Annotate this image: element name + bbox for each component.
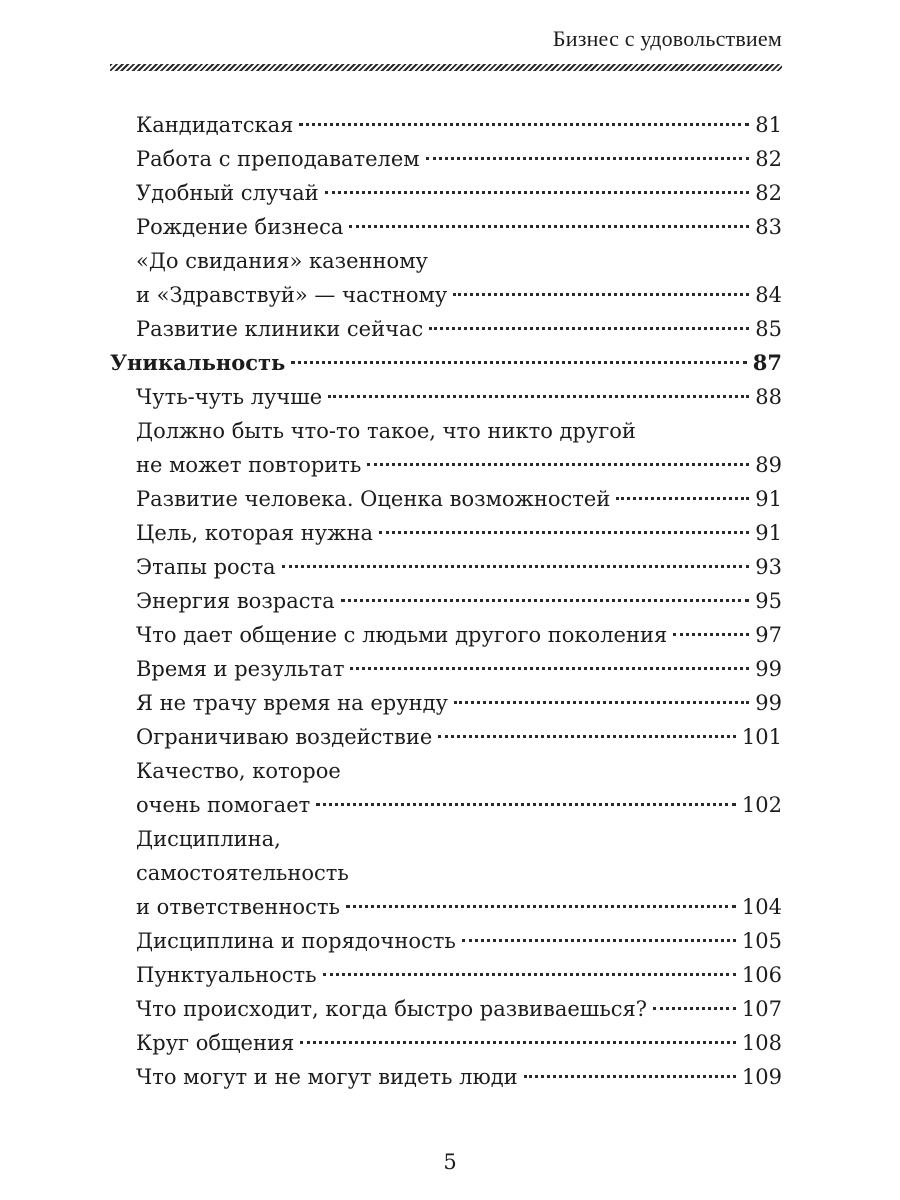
dot-leader xyxy=(429,327,749,330)
toc-entry-title: Развитие человека. Оценка возможностей xyxy=(136,487,611,511)
toc-entry xyxy=(110,754,782,822)
toc-entry-title: Рождение бизнеса xyxy=(136,215,344,239)
toc-entry xyxy=(110,992,782,1026)
dot-leader xyxy=(438,735,736,738)
toc-entry-line xyxy=(136,108,782,142)
toc-page-number: 99 xyxy=(755,691,782,715)
dot-leader xyxy=(349,225,749,228)
toc-entry xyxy=(110,1026,782,1060)
toc-page-number: 107 xyxy=(741,997,782,1021)
toc-page-number: 95 xyxy=(755,589,782,613)
toc-entry-title: не может повторить xyxy=(136,453,362,477)
toc-entry-title-line: «До свидания» казенному xyxy=(136,249,428,273)
toc-page-number: 85 xyxy=(755,317,782,341)
toc-entry-title: и «Здравствуй» — частному xyxy=(136,283,448,307)
dot-leader xyxy=(350,667,749,670)
dot-leader xyxy=(462,939,736,942)
toc-entry-title: Энергия возраста xyxy=(136,589,335,613)
toc-page-number: 97 xyxy=(755,623,782,647)
toc-entry xyxy=(110,1060,782,1094)
toc-entry-line xyxy=(136,482,782,516)
toc-entry xyxy=(110,142,782,176)
toc-entry xyxy=(110,924,782,958)
toc-page-number: 99 xyxy=(755,657,782,681)
toc-entry xyxy=(110,108,782,142)
toc-entry xyxy=(110,176,782,210)
dot-leader xyxy=(367,463,749,466)
toc-page-number: 101 xyxy=(741,725,782,749)
dot-leader xyxy=(300,1041,736,1044)
toc-entry-title-line: самостоятельность xyxy=(136,861,349,885)
toc-entry-line xyxy=(136,618,782,652)
dot-leader xyxy=(673,633,749,636)
toc-entry-line xyxy=(110,346,782,380)
toc-entry xyxy=(110,312,782,346)
toc-entry xyxy=(110,652,782,686)
toc-entry-title: очень помогает xyxy=(136,793,311,817)
toc-entry-line xyxy=(136,720,782,754)
toc-entry-line xyxy=(136,448,782,482)
toc-entry-title: Я не трачу время на ерунду xyxy=(136,691,448,715)
toc-entry-title: Дисциплина и порядочность xyxy=(136,929,456,953)
toc-entry-title: Круг общения xyxy=(136,1031,295,1055)
toc-chapter xyxy=(110,346,782,380)
toc-entry-title: Чуть-чуть лучше xyxy=(136,385,323,409)
toc-entry-title: Кандидатская xyxy=(136,113,294,137)
toc-entry-title: Что происходит, когда быстро развиваешься? xyxy=(136,997,648,1021)
toc-page-number: 82 xyxy=(755,181,782,205)
toc-entry-line xyxy=(136,584,782,618)
dot-leader xyxy=(379,531,749,534)
toc-entry-title: Работа с преподавателем xyxy=(136,147,420,171)
toc-page-number: 89 xyxy=(755,453,782,477)
toc-entry-line xyxy=(136,924,782,958)
toc-page-number: 102 xyxy=(741,793,782,817)
toc-page-number: 87 xyxy=(752,350,782,375)
toc-page-number: 106 xyxy=(741,963,782,987)
toc-entry-title: Развитие клиники сейчас xyxy=(136,317,424,341)
toc-entry xyxy=(110,550,782,584)
toc-page-number: 109 xyxy=(741,1065,782,1089)
toc-entry xyxy=(110,686,782,720)
toc-entry xyxy=(110,822,782,924)
dot-leader xyxy=(616,497,749,500)
page-number: 5 xyxy=(443,1150,457,1174)
dot-leader xyxy=(453,293,749,296)
toc-entry-line xyxy=(136,1026,782,1060)
dot-leader xyxy=(299,123,749,126)
toc-entry-title-line: Должно быть что-то такое, что никто другой xyxy=(136,419,636,443)
running-header: Бизнес с удовольствием xyxy=(552,26,782,51)
toc-page-number: 91 xyxy=(755,521,782,545)
toc-entry-title: Что дает общение с людьми другого поколения xyxy=(136,623,668,647)
toc-page-number: 81 xyxy=(755,113,782,137)
dot-leader xyxy=(653,1007,736,1010)
toc-entry xyxy=(110,720,782,754)
toc-entry-title: Цель, которая нужна xyxy=(136,521,373,545)
toc-page-number: 93 xyxy=(755,555,782,579)
dot-leader xyxy=(426,157,750,160)
dot-leader xyxy=(524,1075,736,1078)
toc-entry-title-line: Качество, которое xyxy=(136,759,341,783)
toc-entry-title: Пунктуальность xyxy=(136,963,317,987)
dot-leader xyxy=(454,701,749,704)
toc-entry-line xyxy=(136,992,782,1026)
toc-page-number: 104 xyxy=(741,895,782,919)
toc-page-number: 91 xyxy=(755,487,782,511)
toc-entry-line xyxy=(136,278,782,312)
toc-entry-line xyxy=(136,652,782,686)
toc-page-number: 108 xyxy=(741,1031,782,1055)
toc-entry xyxy=(110,380,782,414)
toc-entry xyxy=(110,584,782,618)
toc-entry-title: Что могут и не могут видеть люди xyxy=(136,1065,518,1089)
dot-leader xyxy=(282,565,750,568)
toc-entry-line xyxy=(136,788,782,822)
toc-entry-title-line: Дисциплина, xyxy=(136,827,281,851)
toc-entry-line xyxy=(136,176,782,210)
toc-entry-title: Ограничиваю воздействие xyxy=(136,725,433,749)
toc-entry-line xyxy=(136,142,782,176)
dot-leader xyxy=(328,395,749,398)
toc-entry-title: Уникальность xyxy=(110,350,286,375)
header-rule xyxy=(110,64,782,71)
toc-entry-title: Удобный случай xyxy=(136,181,319,205)
dot-leader xyxy=(291,361,747,364)
toc-page-number: 84 xyxy=(755,283,782,307)
dot-leader xyxy=(325,191,750,194)
toc-entry-line xyxy=(136,380,782,414)
dot-leader xyxy=(341,599,750,602)
dot-leader xyxy=(316,803,736,806)
toc-page-number: 82 xyxy=(755,147,782,171)
toc-page-number: 83 xyxy=(755,215,782,239)
toc-entry-line xyxy=(136,312,782,346)
dot-leader xyxy=(346,905,736,908)
toc-page-number: 105 xyxy=(741,929,782,953)
toc-entry-title: Этапы роста xyxy=(136,555,276,579)
toc-entry-line xyxy=(136,516,782,550)
toc-entry-line xyxy=(136,1060,782,1094)
toc-entry xyxy=(110,210,782,244)
toc-entry xyxy=(110,958,782,992)
toc-entry xyxy=(110,414,782,482)
toc-entry-line xyxy=(136,686,782,720)
toc-entry-line xyxy=(136,890,782,924)
dot-leader xyxy=(323,973,736,976)
toc-entry-line xyxy=(136,550,782,584)
toc-entry xyxy=(110,618,782,652)
toc-entry-line xyxy=(136,958,782,992)
toc-entry-line xyxy=(136,210,782,244)
toc-entry-title: Время и результат xyxy=(136,657,345,681)
toc-entry-title: и ответственность xyxy=(136,895,340,919)
table-of-contents xyxy=(110,108,782,1094)
toc-entry xyxy=(110,482,782,516)
toc-entry xyxy=(110,516,782,550)
toc-entry xyxy=(110,244,782,312)
toc-page-number: 88 xyxy=(755,385,782,409)
